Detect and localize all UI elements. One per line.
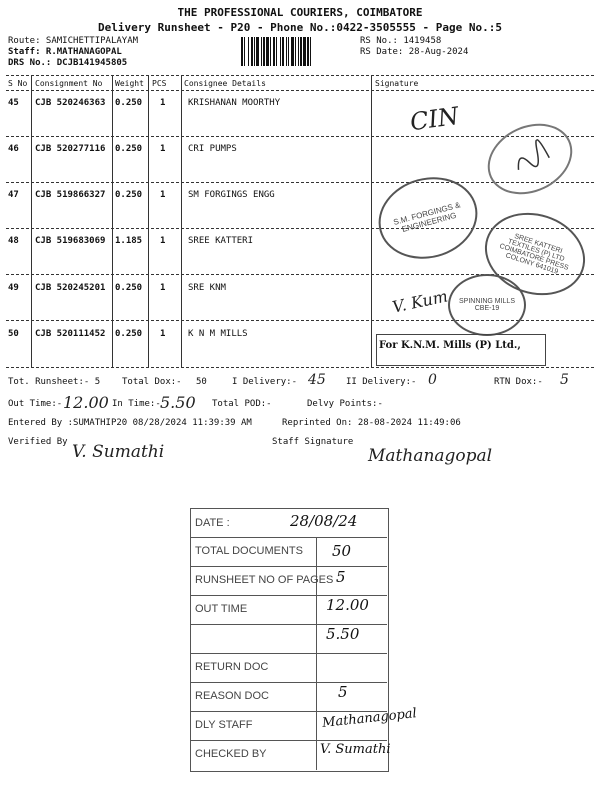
staff-text: Staff: R.MATHANAGOPAL [8,47,122,57]
barcode [240,37,354,66]
runsheet-title: Delivery Runsheet - P20 - Phone No.:0422-3505555 - Page No.:5 [98,21,502,34]
total-pod: Total POD:- [212,399,272,409]
delvy-points: Delvy Points:- [307,399,383,409]
form-reason-doc-value: 5 [338,683,348,701]
out-time-label: Out Time:- [8,399,63,409]
in-time-label: In Time:- [112,399,161,409]
row-pcs: 1 [160,283,166,293]
out-time-value: 12.00 [63,393,109,412]
row-pcs: 1 [160,98,166,108]
company-name: THE PROFESSIONAL COURIERS, COIMBATORE [177,6,423,19]
row-weight: 0.250 [115,283,143,293]
form-pages-value: 5 [336,568,346,586]
row-sno: 47 [8,190,19,200]
row-signature: V. Kum [390,286,450,317]
col-signature-header: Signature [375,79,419,88]
row-consignee: SREE KATTERI [188,236,254,246]
ii-delivery-value: 0 [428,372,437,388]
ii-delivery-label: II Delivery:- [346,377,417,387]
total-dox-value: 50 [196,377,207,387]
row-weight: 0.250 [115,144,143,154]
entered-by: Entered By :SUMATHIP20 08/28/2024 11:39:39 AM [8,418,252,428]
i-delivery-value: 45 [308,372,326,388]
row-consignee: K N M MILLS [188,329,248,339]
row-sno: 49 [8,283,19,293]
row-pcs: 1 [160,190,166,200]
route-text: Route: SAMICHETTIPALAYAM [8,36,139,46]
row-weight: 0.250 [115,329,143,339]
form-checked-by-value: V. Sumathi [320,742,391,757]
form-out-time-value: 12.00 [326,596,369,614]
staff-signature-label: Staff Signature [272,437,354,447]
row-sno: 50 [8,329,19,339]
row-consignment: CJB 520277116 [35,144,106,154]
signature-scribble [506,137,555,181]
col-pcs-header: PCS [152,79,167,88]
form-reason-doc-label: REASON DOC [195,690,269,702]
stamp-text: SPINNING MILLS CBE-19 [458,298,515,312]
reprinted-on: Reprinted On: 28-08-2024 11:49:06 [282,418,461,428]
col-weight-header: Weight [115,79,144,88]
row-signature: CIN [408,101,461,137]
drs-number: DRS No.: DCJB141945805 [8,58,128,68]
i-delivery-label: I Delivery:- [232,377,298,387]
form-total-docs-value: 50 [332,542,352,560]
rtn-dox-label: RTN Dox:- [494,377,543,387]
company-stamp-knm [376,334,546,366]
row-consignment: CJB 519866327 [35,190,106,200]
form-return-doc-label: RETURN DOC [195,661,269,673]
row-consignee: SRE KNM [188,283,226,293]
rs-date: RS Date: 28-Aug-2024 [360,47,469,57]
rs-number: RS No.: 1419458 [360,36,442,46]
row-consignment: CJB 520245201 [35,283,106,293]
stamp-text: For K.N.M. Mills (P) Ltd., [379,340,521,351]
row-weight: 0.250 [115,98,143,108]
in-time-value: 5.50 [160,393,196,412]
row-pcs: 1 [160,236,166,246]
row-consignee: KRISHANAN MOORTHY [188,98,281,108]
form-out-time-label: OUT TIME [195,603,248,615]
form-date-label: DATE : [195,517,230,529]
row-weight: 0.250 [115,190,143,200]
col-sno-header: S No [8,79,28,88]
row-consignee: CRI PUMPS [188,144,237,154]
form-checked-by-label: CHECKED BY [195,748,267,760]
row-pcs: 1 [160,144,166,154]
col-consignee-header: Consignee Details [184,79,266,88]
col-consignment-header: Consignment No [35,79,103,88]
row-consignment: CJB 520246363 [35,98,106,108]
rtn-dox-value: 5 [560,372,569,388]
row-sno: 48 [8,236,19,246]
form-total-docs-label: TOTAL DOCUMENTS [195,545,303,557]
company-stamp-cri [476,110,584,207]
staff-signature: Mathanagopal [368,446,493,466]
row-consignment: CJB 520111452 [35,329,106,339]
total-runsheet: Tot. Runsheet:- 5 [8,377,101,387]
verified-by-label: Verified By [8,437,68,447]
form-dly-staff-value: Mathanagopal [321,706,418,731]
stamp-text: SREE KATTERI TEXTILES (P) LTD COIMBATORE PRESS COLONY 641019 [498,232,570,276]
row-sno: 46 [8,144,19,154]
form-dly-staff-label: DLY STAFF [195,719,253,731]
form-pages-label: RUNSHEET NO OF PAGES [195,574,334,586]
company-stamp-spinning [448,274,526,336]
row-sno: 45 [8,98,19,108]
total-dox-label: Total Dox:- [122,377,182,387]
row-consignment: CJB 519683069 [35,236,106,246]
verified-signature: V. Sumathi [72,442,165,462]
form-in-time-value: 5.50 [326,625,360,643]
form-date-value: 28/08/24 [290,512,358,530]
row-pcs: 1 [160,329,166,339]
stamp-text: S.M. FORGINGS & ENGINEERING [392,200,462,234]
row-consignee: SM FORGINGS ENGG [188,190,275,200]
row-weight: 1.185 [115,236,143,246]
